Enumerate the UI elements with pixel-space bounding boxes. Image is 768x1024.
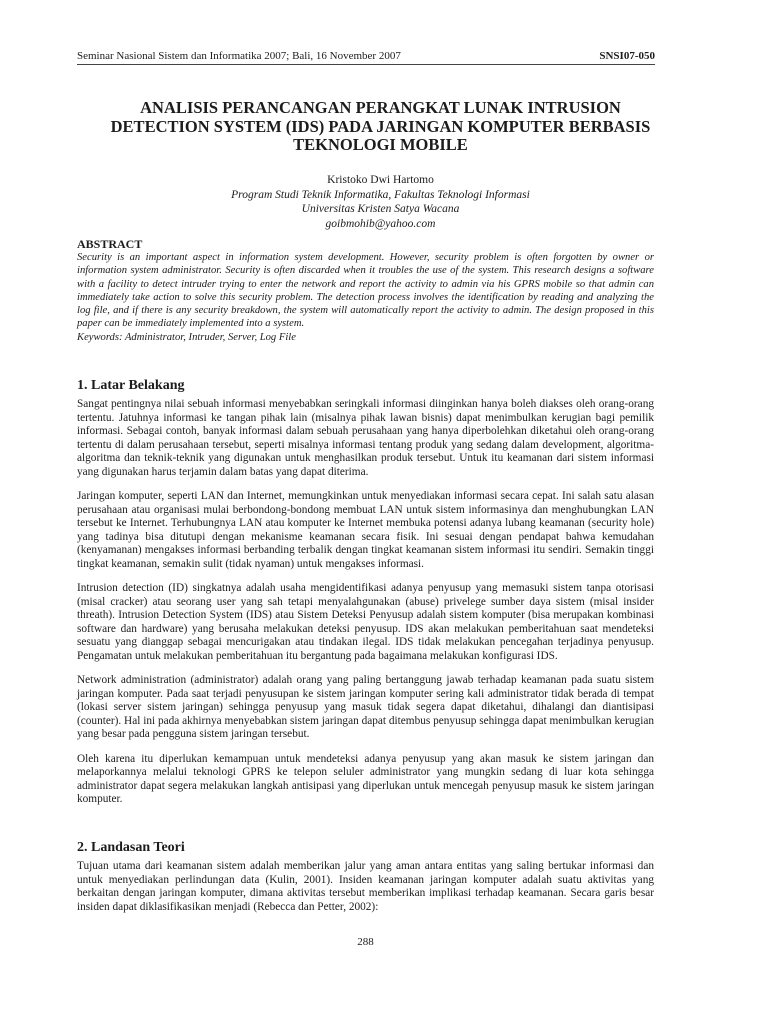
paragraph: Tujuan utama dari keamanan sistem adalah memberikan jalur yang aman antara entitas yang saling bertukar informasi dan untuk menyediakan perlindungan data (Kulin, 2001). Insiden keamanan jaringan komputer adalah suatu aktivitas yang berkaitan dengan jaringan komputer, dimana aktivitas tersebut memberikan implikasi terhadap keamanan. Secara garis besar insiden dapat diklasifikasikan menjadi (Rebecca dan Petter, 2002): [77,860,654,913]
author-email: goibmohib@yahoo.com [325,217,436,230]
author-name: Kristoko Dwi Hartomo [327,174,434,186]
section-heading: 2. Landasan Teori [77,840,185,855]
paragraph: Intrusion detection (ID) singkatnya adalah usaha mengidentifikasi adanya penyusup yang memasuki sistem tanpa otorisasi (misal cracker) atau seorang user yang sah tetapi menyalahgunakan (abuse) privelege sumber daya sistem (misal insider threath). Intrusion Detection System (IDS) atau Sistem Deteksi Penyusup adalah sistem komputer (bisa merupakan kombinasi software dan hardware) yang berusaha melakukan deteksi penyusup. IDS akan melakukan pemberitahuan saat mendeteksi sesuatu yang dianggap sebagai mencurigakan atau tindakan ilegal. IDS tidak melakukan pencegahan terjadinya penyusup. Pengamatan untuk melakukan pemberitahuan itu bergantung pada bagaimana melakukan konfigurasi IDS. [77,582,654,662]
abstract-heading: ABSTRACT [77,237,143,251]
header-paper-code: SNSI07-050 [599,50,655,62]
abstract-block [77,237,654,344]
paragraph: Network administration (administrator) adalah orang yang paling bertanggung jawab terhadap keamanan pada suatu sistem jaringan komputer. Pada saat terjadi penyusupan ke sistem jaringan komputer sering kali administrator tidak berada di tempat (lokasi server sistem jaringan) sehingga penyusup yang masuk tidak segera dapat diketahui, dihalangi dan diantisipasi (counter). Hal ini pada akhirnya menyebabkan sistem jaringan dapat ditembus penyusup sehingga dapat menimbulkan kerugian yang besar pada pengguna sistem jaringan tersebut. [77,674,654,740]
paragraph: Oleh karena itu diperlukan kemampuan untuk mendeteksi adanya penyusup yang akan masuk ke sistem jaringan dan melaporkannya melalui teknologi GPRS ke telepon seluler administrator yang mungkin sedang di luar kota sehingga administrator dapat segera melakukan langkah antisipasi yang diperlukan untuk mencegah penyusup masuk ke sistem jaringan komputer. [77,752,654,805]
title-line: ANALISIS PERANCANGAN PERANGKAT LUNAK INTRUSION [140,98,621,117]
paragraph: Sangat pentingnya nilai sebuah informasi menyebabkan seringkali informasi diinginkan hanya boleh diakses oleh orang-orang tertentu. Jatuhnya informasi ke tangan pihak lain (misalnya pihak lawan bisnis) dapat menimbulkan kerugian bagi pemilik informasi. Sebagai contoh, banyak informasi dalam sebuah perusahaan yang hanya diperbolehkan diketahui oleh orang-orang tertentu di dalam perusahaan tersebut, seperti misalnya informasi tentang produk yang sedang dalam development, algoritma-algoritma dan teknik-teknik yang digunakan untuk menghasilkan produk tersebut. Untuk itu keamanan dari sistem informasi yang digunakan harus terjamin dalam batas yang dapat diterima. [77,398,654,478]
page-number: 288 [357,936,374,948]
section-latar-belakang [77,378,654,818]
header-conference: Seminar Nasional Sistem dan Informatika 2007; Bali, 16 November 2007 [77,50,401,62]
abstract-text: Security is an important aspect in information system development. However, security problem is often forgotten by owner or information system administrator. Security is often discarded when it troubles the use of the system. This research designs a software with a facility to detect intruder trying to enter the network and report the activity to admin via his GPRS mobile so that admin can immediately take action to solve this security problem. The detection process involves the identification by reading and analyzing the log file, and if there is any security breakdown, the system will automatically report the activity to admin. The design proposed in this paper can be immediately implemented into a system. [77,252,654,330]
title-line: TEKNOLOGI MOBILE [293,135,468,154]
abstract-keywords: Keywords: Administrator, Intruder, Server, Log File [77,331,296,343]
author-block [77,173,684,231]
paragraph: Jaringan komputer, seperti LAN dan Internet, memungkinkan untuk menyediakan informasi secara cepat. Ini salah satu alasan perusahaan atau organisasi mulai berbondong-bondong membuat LAN untuk sistem informasinya dan menghubungkan LAN tersebut ke Internet. Terhubungnya LAN atau komputer ke Internet membuka potensi adanya lubang keamanan (security hole) yang tadinya bisa ditutupi dengan mekanisme keamanan secara fisik. Ini sesuai dengan pendapat bahwa kemudahan (kenyamanan) mengakses informasi berbanding terbalik dengan tingkat keamanan sistem informasi itu sendiri. Semakin tinggi tingkat keamanan, semakin sulit (tidak nyaman) untuk mengakses informasi. [77,490,654,570]
title-line: DETECTION SYSTEM (IDS) PADA JARINGAN KOMPUTER BERBASIS [110,116,651,136]
section-heading: 1. Latar Belakang [77,378,185,393]
paper-title [77,99,684,155]
section-landasan-teori [77,840,654,925]
author-university: Universitas Kristen Satya Wacana [301,203,460,215]
running-header [77,50,655,65]
author-affiliation: Program Studi Teknik Informatika, Fakultas Teknologi Informasi [231,188,530,201]
